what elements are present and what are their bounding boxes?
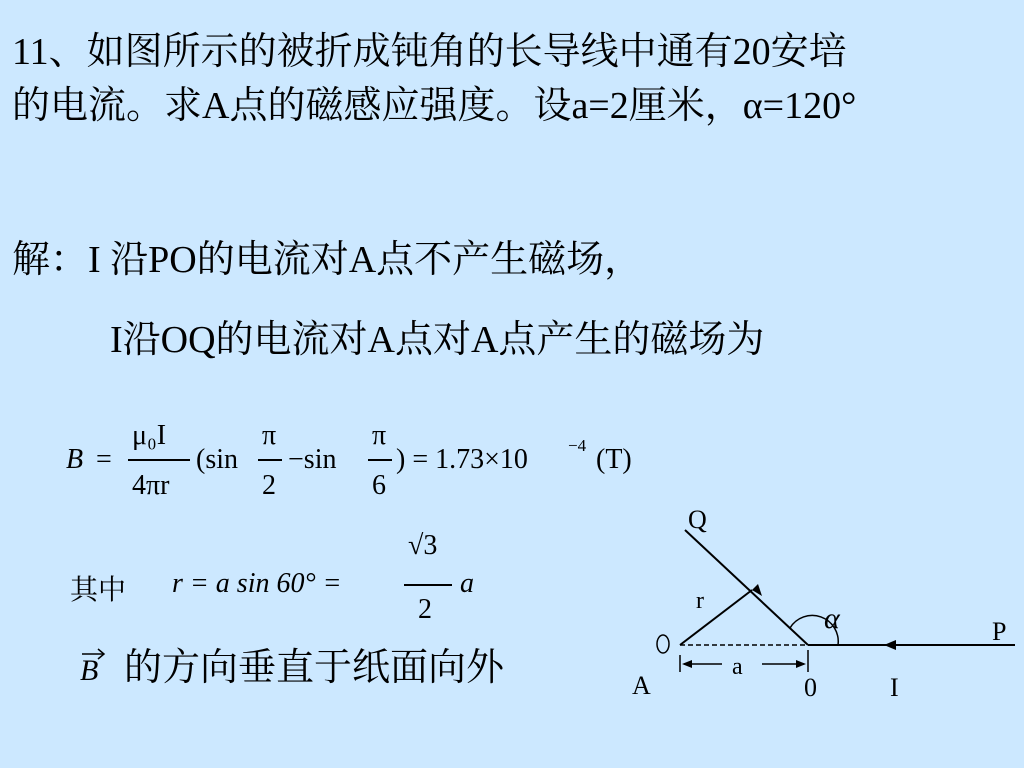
denominator-two: 2 xyxy=(418,594,432,625)
problem-line-1: 11、如图所示的被折成钝角的长导线中通有20安培 xyxy=(12,31,847,73)
radius-lhs: r = a sin 60° = xyxy=(172,568,342,599)
vector-B-letter: B xyxy=(80,654,99,687)
label-O: 0 xyxy=(804,673,817,702)
formula-result: ) = 1.73×10 xyxy=(396,444,528,475)
formula-pi-1: π xyxy=(262,420,277,451)
label-A: A xyxy=(632,671,651,700)
label-Q: Q xyxy=(688,505,707,534)
solution-line-1: 解：I 沿PO的电流对A点不产生磁场， xyxy=(12,239,643,281)
label-alpha: α xyxy=(824,602,840,635)
formula-exponent: −4 xyxy=(568,436,587,455)
current-arrow-PO-icon xyxy=(884,640,896,650)
formula-unit: (T) xyxy=(596,444,632,475)
label-a: a xyxy=(732,654,743,680)
perpendicular-r xyxy=(680,590,752,645)
sqrt-three: √3 xyxy=(408,530,438,561)
label-I: I xyxy=(890,673,899,702)
formula-two: 2 xyxy=(262,470,276,501)
formula-six: 6 xyxy=(372,470,386,501)
problem-line-2: 的电流。求A点的磁感应强度。设a=2厘米，α=120° xyxy=(12,85,857,127)
formula-minus-sin: −sin xyxy=(288,444,337,475)
formula-numerator: μ₀I xyxy=(132,420,167,451)
label-r: r xyxy=(696,588,704,614)
dimension-left-arrow-icon xyxy=(682,660,692,668)
radius-a: a xyxy=(460,568,474,599)
formula-open-sin: (sin xyxy=(196,444,238,475)
point-A-marker xyxy=(657,635,669,653)
label-P: P xyxy=(992,617,1007,646)
formula-equals: = xyxy=(96,444,112,475)
formula-denominator: 4πr xyxy=(132,470,170,501)
where-label: 其中 xyxy=(70,575,127,606)
direction-text: 的方向垂直于纸面向外 xyxy=(124,647,505,689)
formula-B: B xyxy=(66,444,84,475)
solution-line-2: I沿OQ的电流对A点对A点产生的磁场为 xyxy=(110,319,765,361)
formula-pi-2: π xyxy=(372,420,387,451)
dimension-right-arrow-icon xyxy=(796,660,806,668)
